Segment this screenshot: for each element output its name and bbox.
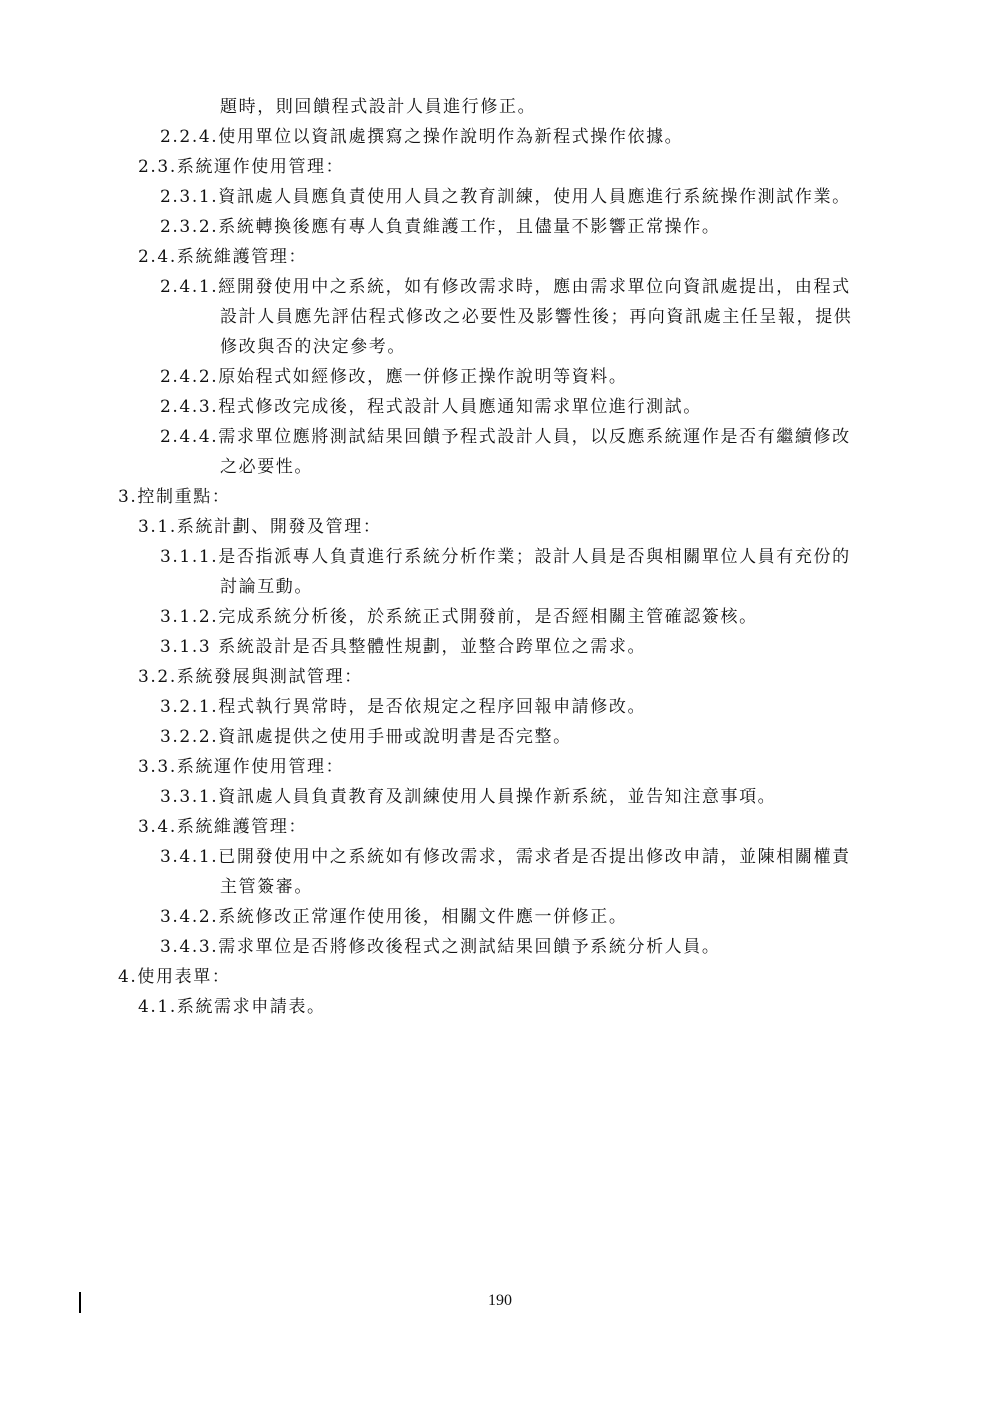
text-line: 3.3.1.資訊處人員負責教育及訓練使用人員操作新系統，並告知注意事項。 [160,787,777,807]
text-line: 主管簽審。 [220,877,313,897]
text-line: 修改與否的決定參考。 [220,337,406,357]
text-line: 3.4.3.需求單位是否將修改後程式之測試結果回饋予系統分析人員。 [160,937,721,957]
section-heading: 2.4.系統維護管理： [138,247,308,267]
section-heading: 3.1.系統計劃、開發及管理： [138,517,382,537]
text-line: 3.1.3 系統設計是否具整體性規劃，並整合跨單位之需求。 [160,637,647,657]
section-heading: 3.4.系統維護管理： [138,817,308,837]
text-line: 討論互動。 [220,577,313,597]
text-line: 2.4.4.需求單位應將測試結果回饋予程式設計人員，以反應系統運作是否有繼續修改 [160,427,851,447]
document-body [0,92,1000,1052]
text-line: 2.3.2.系統轉換後應有專人負責維護工作，且儘量不影響正常操作。 [160,217,721,237]
text-line: 題時，則回饋程式設計人員進行修正。 [220,97,537,117]
chapter-heading: 3.控制重點： [118,487,231,507]
section-heading: 3.2.系統發展與測試管理： [138,667,363,687]
text-line: 3.4.2.系統修改正常運作使用後，相關文件應一併修正。 [160,907,628,927]
text-line: 2.2.4.使用單位以資訊處撰寫之操作說明作為新程式操作依據。 [160,127,684,147]
text-line: 3.4.1.已開發使用中之系統如有修改需求，需求者是否提出修改申請，並陳相關權責 [160,847,851,867]
text-line: 2.3.1.資訊處人員應負責使用人員之教育訓練，使用人員應進行系統操作測試作業。 [160,187,851,207]
section-heading: 2.3.系統運作使用管理： [138,157,345,177]
text-line: 3.1.2.完成系統分析後，於系統正式開發前，是否經相關主管確認簽核。 [160,607,758,627]
section-heading: 4.1.系統需求申請表。 [138,997,326,1017]
page-number: 190 [488,1292,512,1309]
text-line: 3.2.1.程式執行異常時，是否依規定之程序回報申請修改。 [160,697,647,717]
text-line: 設計人員應先評估程式修改之必要性及影響性後；再向資訊處主任呈報，提供 [220,307,853,327]
text-line: 之必要性。 [220,457,313,477]
text-line: 3.2.2.資訊處提供之使用手冊或說明書是否完整。 [160,727,572,747]
chapter-heading: 4.使用表單： [118,967,231,987]
section-heading: 3.3.系統運作使用管理： [138,757,345,777]
text-line: 2.4.1.經開發使用中之系統，如有修改需求時，應由需求單位向資訊處提出，由程式 [160,277,851,297]
text-line: 2.4.3.程式修改完成後，程式設計人員應通知需求單位進行測試。 [160,397,702,417]
text-line: 3.1.1.是否指派專人負責進行系統分析作業；設計人員是否與相關單位人員有充份的 [160,547,851,567]
text-line: 2.4.2.原始程式如經修改，應一併修正操作說明等資料。 [160,367,628,387]
